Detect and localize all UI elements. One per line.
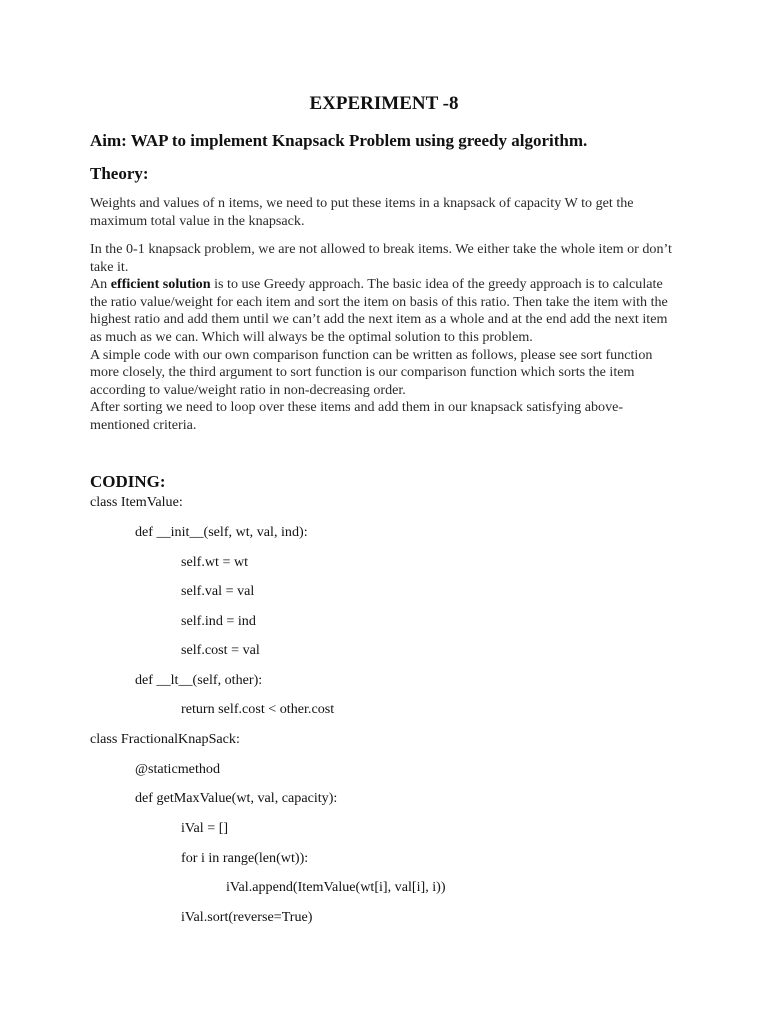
theory-heading: Theory:	[90, 164, 149, 183]
code-line: iVal.sort(reverse=True)	[181, 909, 313, 925]
code-line: iVal = []	[181, 820, 229, 836]
efficient-rest: is to use Greedy approach. The basic idea of the greedy approach is to calculate the ratio value/weight for each item and sort the item on basis of this ratio. Then take the item with the highest ratio and add them until we can’t add the next item as a whole and at the end add the next item as much as we can. Which will always be the optimal solution to this problem.	[90, 276, 668, 345]
coding-heading: CODING:	[90, 472, 166, 491]
code-line: iVal.append(ItemValue(wt[i], val[i], i))	[226, 879, 446, 895]
code-line: self.val = val	[181, 583, 255, 599]
efficient-solution-bold: efficient solution	[110, 276, 211, 293]
page-title: EXPERIMENT -8	[309, 93, 459, 114]
paragraph-line-0-1: In the 0-1 knapsack problem, we are not allowed to break items. We either take the whole item or don’t take it.	[90, 241, 672, 275]
code-line: self.wt = wt	[181, 554, 249, 570]
efficient-prefix: An	[90, 276, 111, 293]
aim-heading: Aim: WAP to implement Knapsack Problem using greedy algorithm.	[90, 131, 588, 150]
paragraph-efficient-solution	[90, 276, 680, 346]
code-line: return self.cost < other.cost	[181, 701, 335, 717]
code-line: self.ind = ind	[181, 613, 256, 629]
paragraph-comparison-function: A simple code with our own comparison function can be written as follows, please see sort function more closely, the third argument to sort function is our comparison function which sorts the item according to value/weight ratio in non-decreasing order.	[90, 346, 653, 398]
code-line: def __init__(self, wt, val, ind):	[135, 524, 308, 540]
code-line: for i in range(len(wt)):	[181, 850, 309, 866]
code-line: def __lt__(self, other):	[135, 672, 263, 688]
paragraph-after-sorting: After sorting we need to loop over these items and add them in our knapsack satisfying above-mentioned criteria.	[90, 399, 624, 433]
theory-paragraph-1: Weights and values of n items, we need to put these items in a knapsack of capacity W to get the maximum total value in the knapsack.	[90, 195, 634, 229]
theory-paragraph-2	[90, 241, 680, 435]
code-line: @staticmethod	[135, 761, 220, 777]
code-line: class ItemValue:	[90, 494, 183, 510]
code-line: def getMaxValue(wt, val, capacity):	[135, 790, 338, 806]
code-line: class FractionalKnapSack:	[90, 731, 240, 747]
code-line: self.cost = val	[181, 642, 260, 658]
